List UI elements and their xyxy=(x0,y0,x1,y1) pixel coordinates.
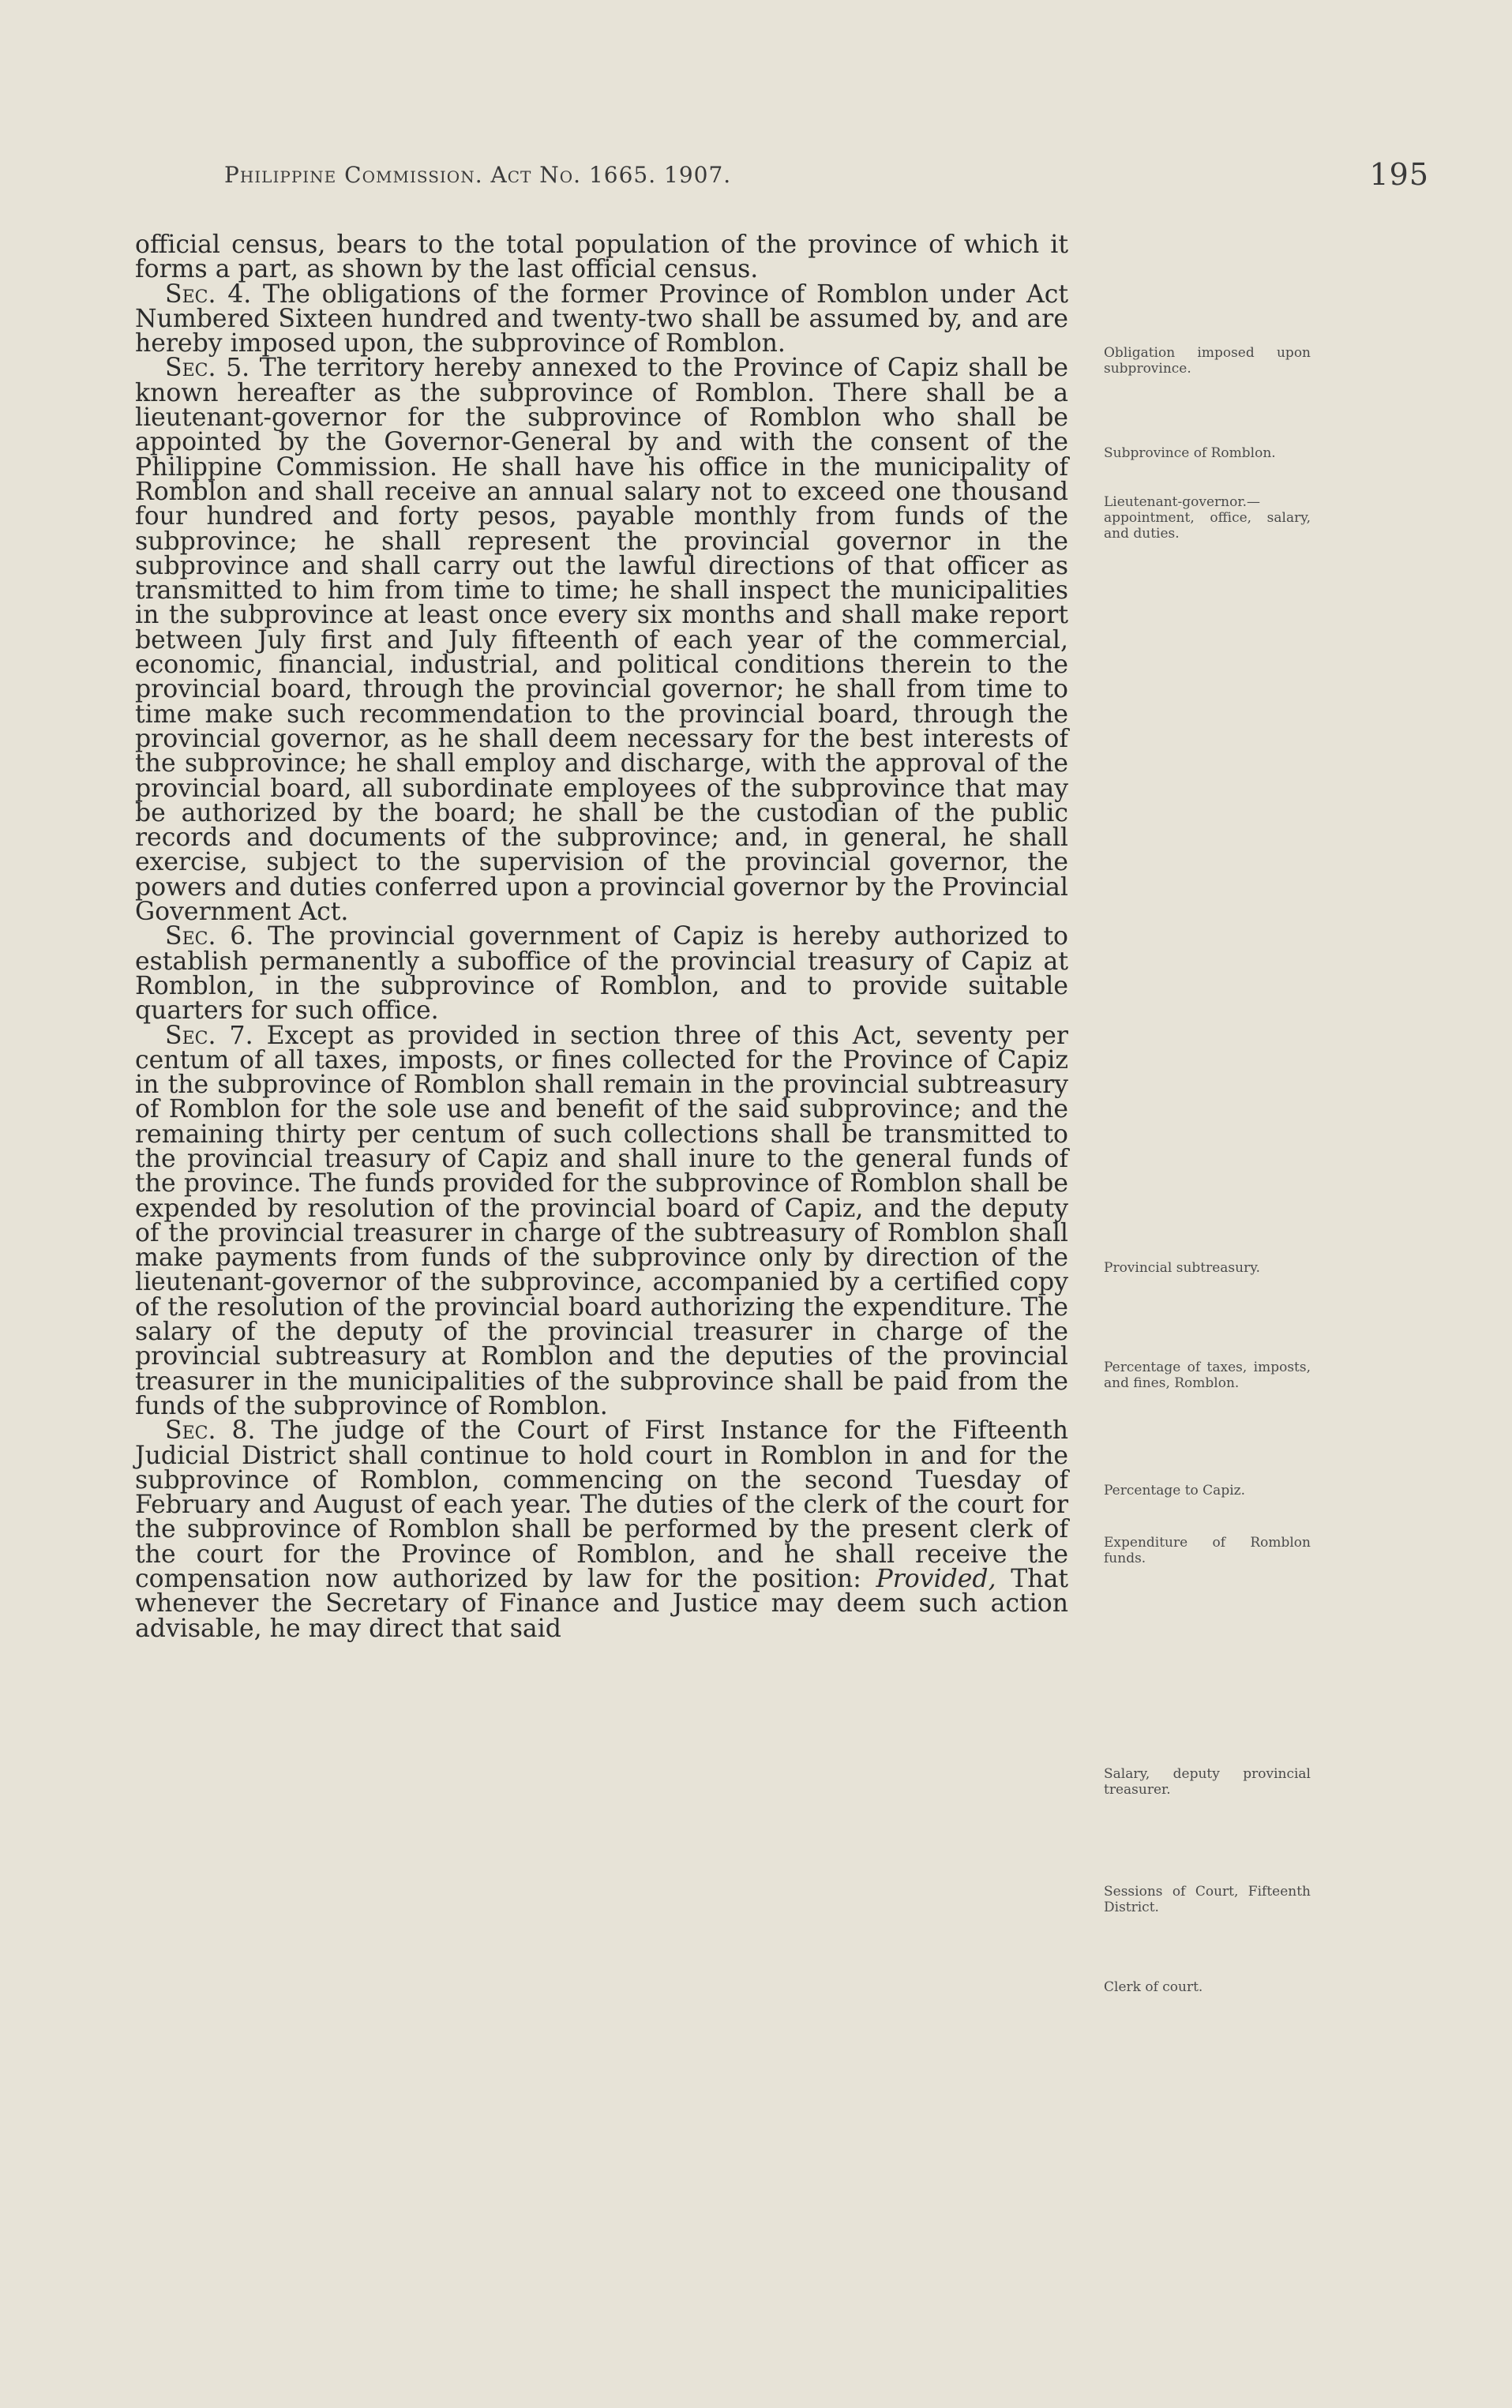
margin-note-clerk: Clerk of court. xyxy=(1104,1979,1203,1995)
section-text-after: That whenever the Secretary of Finance and Justice may deem such action advisable, he may direct that said xyxy=(135,1565,1069,1643)
margin-note-percentage-taxes: Percentage of taxes, imposts, and fines, Romblon. xyxy=(1104,1360,1311,1391)
section-italic-proviso: Provided, xyxy=(876,1565,996,1594)
section-text: The provincial government of Capiz is hereby authorized to establish permanently a suboffice of the provincial treasury of Capiz at Romblon, in the subprovince of Romblon, and to provide suitable quarters for such office. xyxy=(135,922,1068,1026)
section-label: Sec. 7. xyxy=(165,1021,253,1050)
section-label: Sec. 6. xyxy=(165,922,254,951)
section-text: Except as provided in section three of this Act, seventy per centum of all taxes, imposts, or fines collected for the Province of Capiz in the subprovince of Romblon shall remain in the provincial subtreasury of Romblon for the sole use and benefit of the said subprovince; and the remaining thirty per centum of such collections shall be transmitted to the provincial treasury of Capiz and shall inure to the general funds of the province. The funds provided for the subprovince of Romblon shall be expended by resolution of the provincial board of Capiz, and the deputy of the provincial treasurer in charge of the subtreasury of Romblon shall make payments from funds of the subprovince only by direction of the lieutenant-governor of the subprovince, accompanied by a certified copy of the resolution of the provincial board authorizing the expenditure. The salary of the deputy of the provincial treasurer in charge of the provincial subtreasury at Romblon and the deputies of the provincial treasurer in the municipalities of the subprovince shall be paid from the funds of the subprovince of Romblon. xyxy=(135,1021,1068,1420)
margin-note-lieutenant-governor: Lieutenant-governor.—appointment, office, salary, and duties. xyxy=(1104,494,1311,542)
margin-note-subprovince: Subprovince of Romblon. xyxy=(1104,445,1276,461)
section-7 xyxy=(135,1021,1068,1420)
section-text: The territory hereby annexed to the Province of Capiz shall be known hereafter as the subprovince of Romblon. There shall be a lieutenant-governor for the subprovince of Romblon who shall be appointed by the Governor-General by and with the consent of the Philippine Commission. He shall have his office in the municipality of Romblon and shall receive an annual salary not to exceed one thousand four hundred and forty pesos, payable monthly from funds of the subprovince; he shall represent the provincial governor in the subprovince and shall carry out the lawful directions of that officer as transmitted to him from time to time; he shall inspect the municipalities in the subprovince at least once every six months and shall make report between July first and July fifteenth of each year of the commercial, economic, financial, industrial, and political conditions therein to the provincial board, through the provincial governor; he shall from time to time make such recommendation to the provincial board, through the provincial governor, as he shall deem necessary for the best interests of the subprovince; he shall employ and discharge, with the approval of the provincial board, all subordinate employees of the subprovince that may be authorized by the board; he shall be the custodian of the public records and documents of the subprovince; and, in general, he shall exercise, subject to the supervision of the provincial governor, the powers and duties conferred upon a provincial governor by the Provincial Government Act. xyxy=(135,354,1068,927)
header-title: Philippine Commission. Act No. 1665. 1907. xyxy=(224,162,732,188)
margin-note-sessions: Sessions of Court, Fifteenth District. xyxy=(1104,1884,1311,1915)
paragraph-text: official census, bears to the total population of the province of which it forms a part, as shown by the last official census. xyxy=(135,231,1068,284)
section-label: Sec. 4. xyxy=(165,279,252,309)
section-6 xyxy=(135,922,1068,1026)
section-text: The judge of the Court of First Instance for the Fifteenth Judicial District shall continue to hold court in Romblon in and for the subprovince of Romblon, commencing on the second Tuesday of February and August of each year. The duties of the clerk of the court for the subprovince of Romblon shall be performed by the present clerk of the court for the Province of Romblon, and he shall receive the compensation now authorized by law for the position: xyxy=(135,1416,1068,1594)
page-number: 195 xyxy=(1369,157,1429,192)
margin-note-percentage-capiz: Percentage to Capiz. xyxy=(1104,1483,1245,1498)
section-label: Sec. 8. xyxy=(165,1416,256,1446)
section-text: The obligations of the former Province of Romblon under Act Numbered Sixteen hundred and twenty-two shall be assumed by, and are hereby imposed upon, the subprovince of Romblon. xyxy=(135,279,1068,358)
margin-note-salary-deputy: Salary, deputy provincial treasurer. xyxy=(1104,1766,1311,1798)
margin-note-expenditure: Expenditure of Romblon funds. xyxy=(1104,1535,1311,1566)
section-8 xyxy=(135,1416,1069,1643)
margin-note-obligation: Obligation imposed upon subprovince. xyxy=(1104,345,1311,377)
section-label: Sec. 5. xyxy=(165,354,250,383)
paragraph-continuation xyxy=(135,233,1068,283)
section-5 xyxy=(135,356,1068,925)
body-text xyxy=(135,233,1068,1641)
margin-note-subtreasury: Provincial subtreasury. xyxy=(1104,1260,1260,1276)
section-4 xyxy=(135,279,1068,358)
